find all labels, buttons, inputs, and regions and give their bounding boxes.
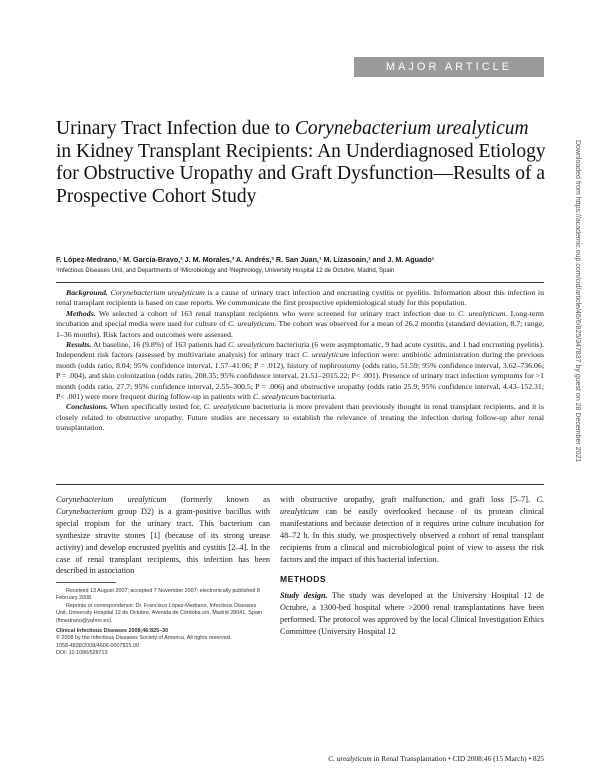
label: Conclusions. xyxy=(66,402,108,412)
title-italic: Corynebacterium urealyticum xyxy=(294,118,529,139)
text: bacteriuria is more prevalent than previously thought in renal transplant recipients, and it is closely related to obstructive uropathy. Future studies are necessary to establish the relevance of treating the infection during follow-up after renal transplantation. xyxy=(56,402,545,433)
species: C. urealyticum xyxy=(227,319,275,329)
journal-citation: Clinical Infectious Diseases 2008;46:825–30 xyxy=(56,628,169,635)
species: Corynebacterium urealyticum xyxy=(110,288,205,297)
issn: 1058-4838/2008/4606-0007$15.00 xyxy=(56,642,140,649)
text: with obstructive uropathy, graft malfunction, and graft loss [5–7]. xyxy=(280,495,537,504)
text: bacteriuria (6 were asymptomatic, 9 had acute cystitis, and 1 had encrusting pyelitis). Independent risk factors (assessed by multivariate analysis) for urinary tract xyxy=(56,340,544,360)
text: The study was developed at the University Hospital 12 de Octubre, a 1300-bed hospital where >2000 renal transplantations have been performed. The protocol was approved by the local Clinical Investigation Ethics Committee (University Hospital 12 xyxy=(280,591,544,637)
species: C. urealyticum xyxy=(203,402,251,412)
label: Study design. xyxy=(280,591,328,601)
text: in Renal Transplantation • CID 2008:46 (15 March) • 825 xyxy=(371,754,544,763)
footnote-rule xyxy=(56,582,116,583)
abstract-bottom-rule xyxy=(56,484,544,485)
abstract xyxy=(56,288,544,434)
abstract-top-rule xyxy=(56,282,544,283)
species: C. urealyticum xyxy=(252,392,299,402)
title-text-cont: in Kidney Transplant Recipients: An Underdiagnosed Etiology for Obstructive Uropathy and Graft Dysfunction—Results of a Prospective Cohort Study xyxy=(56,140,546,207)
species: Corynebacterium urealyticum xyxy=(56,495,167,504)
text: . The cohort was observed for a mean of 26.2 months (standard deviation, 8.7; range, 1–36 months). Risk factors and outcomes were assessed. xyxy=(56,319,544,339)
text: We selected a cohort of 163 renal transplant recipients who were screened for urinary tract infection due to xyxy=(98,308,458,318)
author-list: F. López-Medrano,¹ M. García-Bravo,² J. M. Morales,³ A. Andrés,³ R. San Juan,¹ M. Lizasoain,¹ and J. M. Aguado¹ xyxy=(56,255,435,264)
abstract-conclusions xyxy=(56,402,544,433)
text: When specifically tested for, xyxy=(110,402,204,412)
study-design-paragraph xyxy=(280,590,544,638)
article-title xyxy=(56,118,546,208)
received-note: Received 13 August 2007; accepted 7 November 2007; electronically published 8 February 2008. xyxy=(56,588,260,602)
abstract-methods xyxy=(56,309,544,340)
text: can be easily overlooked because of its protean clinical manifestations and because detection of it requires urine culture incubation for 48–72 h. In this study, we prospectively observed a cohort of renal transplant recipients from a clinical and microbiological point of view to assess the risk factors and the impact of this bacterial infection. xyxy=(280,506,544,564)
title-text: Urinary Tract Infection due to xyxy=(56,118,295,139)
reprints-note: Reprints or correspondence: Dr. Francisco López-Medrano, Infectious Diseases Unit, University Hospital 12 de Octubre, Avenida de Córdoba s/n, Madrid 28041, Spain (flmedrano@yahoo.es). xyxy=(56,602,263,624)
footnotes xyxy=(56,588,268,658)
species: Corynebacterium xyxy=(56,506,114,516)
doi: DOI: 10.1086/528713 xyxy=(56,650,108,657)
label: Background. xyxy=(66,288,108,297)
text: is a cause of urinary tract infection and encrusting cystitis or pyelitis. Information about this infection in renal transplant recipients is based on case reports. We communicate the first prospective epidemiological study for this population. xyxy=(56,288,544,308)
label: Methods. xyxy=(66,308,96,318)
species: C. urealyticum xyxy=(328,754,372,763)
species: C. urealyticum xyxy=(302,350,349,360)
abstract-background xyxy=(56,288,544,309)
abstract-results xyxy=(56,340,544,402)
intro-paragraph-cont xyxy=(280,494,544,565)
affiliation: ¹Infectious Diseases Unit, and Departments of ²Microbiology and ³Nephrology, University Hospital 12 de Octubre, Madrid, Spain xyxy=(56,268,395,274)
text: At baseline, 16 (9.8%) of 163 patients had xyxy=(93,340,228,350)
species: C. urealyticum xyxy=(227,340,275,350)
download-note-text: Downloaded from https://academic.oup.com/cid/article/46/6/825/347837 by guest on 28 December 2021 xyxy=(574,140,581,463)
text: group D2) is a gram-positive bacillus with special tropism for the urinary tract. This bacterium can synthesize struvite stones [1] (because of its strong urease activity) and develop encrusted pyelitis and cystitis [2–4]. In the case of renal transplant recipients, this infection has been described in association xyxy=(56,506,270,576)
text: (formerly known as xyxy=(166,495,271,504)
species: C. urealyticum xyxy=(280,495,544,516)
article-type-banner: MAJOR ARTICLE xyxy=(354,57,544,77)
species: C. urealyticum xyxy=(458,308,506,318)
body-left-column xyxy=(56,494,270,577)
label: Results. xyxy=(66,340,92,350)
intro-paragraph xyxy=(56,494,270,577)
download-note xyxy=(568,140,584,760)
methods-heading: METHODS xyxy=(280,574,326,585)
text: . Long-term incubation and special media were used for culture of xyxy=(56,308,544,329)
running-footer xyxy=(328,754,544,763)
text: bacteriuria. xyxy=(298,392,337,402)
text: infection were: antibiotic administration during the previous month (odds ratio, 8.04; 95% confidence interval, 1.57–41.06; P = .012), history of nephrostomy (odds ratio, 51.59; 95% confidence interval, 3.62–736.06; P = .004), and skin colonization (odds ratio, 208.35; 95% confidence interval, 21.51–2015.22; P< .001). Presence of urinary tract infection symptoms for >1 month (odds ratio, 27.7; 95% confidence interval, 2.55–300.5; P = .006) and obstructive uropathy (odds ratio 25.9; 95% confidence interval, 4.43–152.31; P< .001) were more frequent during follow-up in patients with xyxy=(56,350,544,402)
copyright: © 2008 by the Infectious Diseases Society of America. All rights reserved. xyxy=(56,635,232,642)
body-right-column xyxy=(280,494,544,638)
